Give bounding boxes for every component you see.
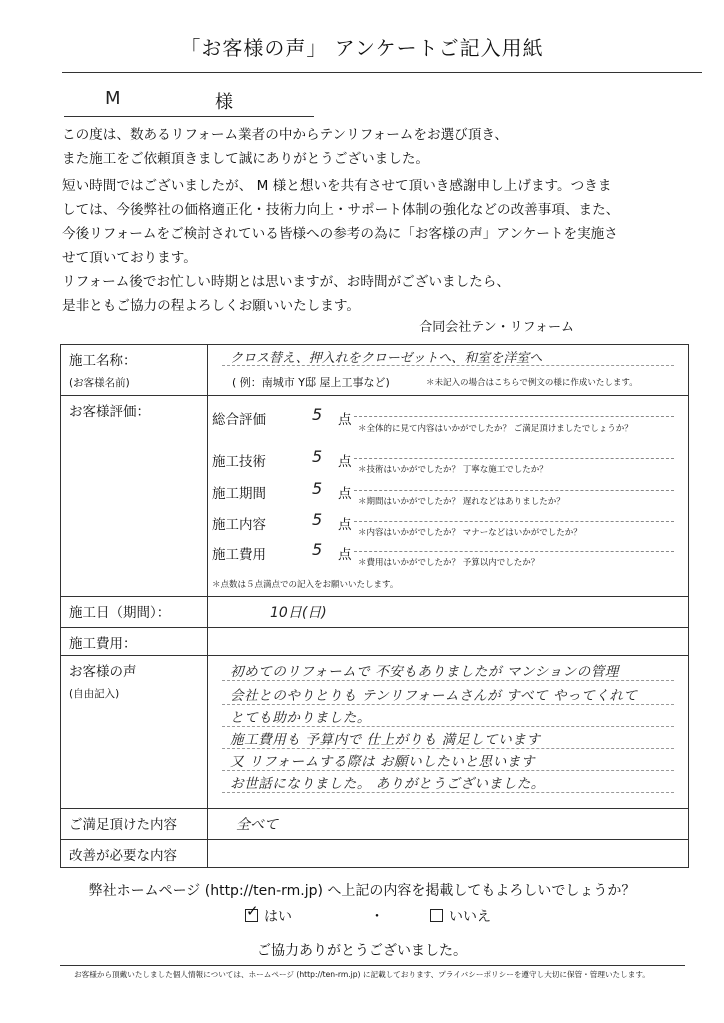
voice-rule	[222, 748, 674, 749]
voice-label-cell	[61, 656, 208, 809]
voice-line-text: 又 リフォームする際は お願いしたいと思います	[230, 754, 535, 770]
voice-sublabel: (自由記入)	[69, 688, 120, 700]
voice-rule	[222, 680, 674, 681]
satisfied-value: 全べて	[236, 817, 278, 833]
customer-initial: M	[105, 88, 121, 109]
intro-line: 今後リフォームをご検討されている皆様への参考の為に「お客様の声」アンケートを実施さ	[62, 226, 618, 242]
customer-name-rule	[64, 116, 314, 117]
voice-line-text: とても助かりました。	[230, 710, 371, 726]
evaluation-items	[200, 396, 689, 596]
eval-unit: 点	[338, 412, 352, 428]
work-name-value: クロス替え、押入れをクローゼットへ、和室を洋室へ	[230, 351, 543, 366]
consent-separator: ・	[370, 909, 384, 925]
eval-score-period[interactable]: 5	[312, 479, 323, 498]
eval-note: ＊技術はいかがでしたか？ 丁寧な施工でしたか？	[358, 465, 548, 475]
eval-rule	[354, 416, 674, 417]
eval-note: ＊全体的に見て内容はいかがでしたか？ ご満足頂けましたでしょうか？	[358, 424, 633, 434]
eval-unit: 点	[338, 547, 352, 563]
eval-rule	[354, 551, 674, 552]
privacy-footer: お客様から頂戴いたしました個人情報については、ホームページ (http://ten-rm.jp) に記載しております、プライバシーポリシーを遵守し大切に保管・管理いたします。	[74, 970, 650, 979]
voice-rule	[222, 770, 674, 771]
eval-rule	[354, 490, 674, 491]
eval-item-technique: 施工技術	[212, 454, 266, 470]
eval-item-overall: 総合評価	[212, 412, 266, 428]
intro-line: リフォーム後でお忙しい時期とは思いますが、お時間がございましたら、	[62, 274, 510, 290]
satisfied-label: ご満足頂けた内容	[69, 817, 177, 833]
eval-note: ＊内容はいかがでしたか？ マナーなどはいかがでしたか？	[358, 528, 582, 538]
satisfied-label-cell	[61, 809, 208, 840]
eval-item-cost: 施工費用	[212, 547, 266, 563]
eval-note: ＊費用はいかがでしたか？ 予算以内でしたか？	[358, 558, 540, 568]
voice-rule	[222, 792, 674, 793]
eval-score-content[interactable]: 5	[312, 510, 323, 529]
work-name-example: ( 例：南城市 Y邸 屋上工事など)	[232, 376, 390, 389]
footer-rule	[60, 965, 685, 966]
consent-yes[interactable]	[245, 902, 292, 926]
intro-line: せて頂いております。	[62, 250, 197, 266]
voice-rule	[222, 726, 674, 727]
work-name-line	[222, 365, 674, 366]
voice-line-text: 会社とのやりとりも テンリフォームさんが すべて やってくれて	[230, 688, 638, 704]
checkbox-no[interactable]	[430, 909, 443, 922]
work-name-label: 施工名称：	[69, 353, 137, 369]
voice-line-text: 初めてのリフォームで 不安もありましたが マンションの管理	[230, 664, 619, 680]
eval-rule	[354, 458, 674, 459]
work-name-sublabel: (お客様名前)	[69, 377, 130, 389]
company-name: 合同会社テン・リフォーム	[419, 320, 574, 335]
intro-line: 是非ともご協力の程よろしくお願いいたします。	[62, 298, 360, 314]
consent-no-label: いいえ	[449, 909, 491, 925]
satisfied-field[interactable]	[208, 809, 689, 840]
eval-rule	[354, 521, 674, 522]
voice-field[interactable]	[208, 656, 689, 809]
checkbox-yes[interactable]	[245, 902, 259, 922]
date-label-cell	[61, 597, 208, 628]
eval-unit: 点	[338, 486, 352, 502]
work-name-example-note: ＊未記入の場合はこちらで例文の様に作成いたします。	[426, 378, 638, 388]
date-value: 10日(日)	[270, 605, 327, 621]
eval-score-overall[interactable]: 5	[312, 405, 323, 424]
eval-score-technique[interactable]: 5	[312, 447, 323, 466]
eval-unit: 点	[338, 454, 352, 470]
eval-note: ＊期間はいかがでしたか？ 遅れなどはありましたか？	[358, 497, 565, 507]
evaluation-section	[60, 396, 689, 596]
date-field[interactable]	[208, 597, 689, 628]
voice-line-text: お世話になりました。 ありがとうございました。	[230, 776, 545, 792]
eval-item-content: 施工内容	[212, 517, 266, 533]
cost-label: 施工費用：	[69, 636, 137, 652]
form-title: 「お客様の声」 アンケートご記入用紙	[180, 36, 544, 60]
homepage-question: 弊社ホームページ (http://ten-rm.jp) へ上記の内容を掲載してもよろしいでしょうか？	[88, 883, 636, 899]
intro-line: また施工をご依頼頂きまして誠にありがとうございました。	[62, 151, 430, 167]
intro-line: 短い時間ではございましたが、 M 様と想いを共有させて頂いき感謝申し上げます。つきま	[62, 178, 612, 194]
work-name-field[interactable]	[208, 345, 689, 396]
eval-score-cost[interactable]: 5	[312, 540, 323, 559]
date-label: 施工日（期間）：	[69, 605, 171, 621]
cost-label-cell	[61, 628, 208, 656]
voice-label: お客様の声	[69, 664, 137, 680]
improve-label: 改善が必要な内容	[69, 848, 177, 864]
voice-line-text: 施工費用も 予算内で 仕上がりも 満足しています	[230, 732, 541, 748]
consent-yes-label: はい	[264, 909, 292, 925]
intro-line: この度は、数あるリフォーム業者の中からテンリフォームをお選び頂き、	[62, 127, 509, 143]
evaluation-label: お客様評価：	[69, 404, 150, 420]
consent-no[interactable]	[430, 906, 491, 926]
eval-footnote: ＊点数は５点満点での記入をお願いいたします。	[212, 580, 399, 590]
work-name-label-cell	[61, 345, 208, 396]
check-mark-icon: ✓	[246, 902, 259, 920]
improve-field[interactable]	[208, 840, 689, 868]
cost-field[interactable]	[208, 628, 689, 656]
improve-label-cell	[61, 840, 208, 868]
eval-item-period: 施工期間	[212, 486, 266, 502]
voice-rule	[222, 704, 674, 705]
intro-line: しては、今後弊社の価格適正化・技術力向上・サポート体制の強化などの改善事項、また、	[62, 202, 620, 218]
thanks-message: ご協力ありがとうございました。	[257, 943, 467, 959]
title-rule	[62, 72, 702, 73]
customer-honorific: 様	[215, 92, 233, 113]
eval-unit: 点	[338, 517, 352, 533]
